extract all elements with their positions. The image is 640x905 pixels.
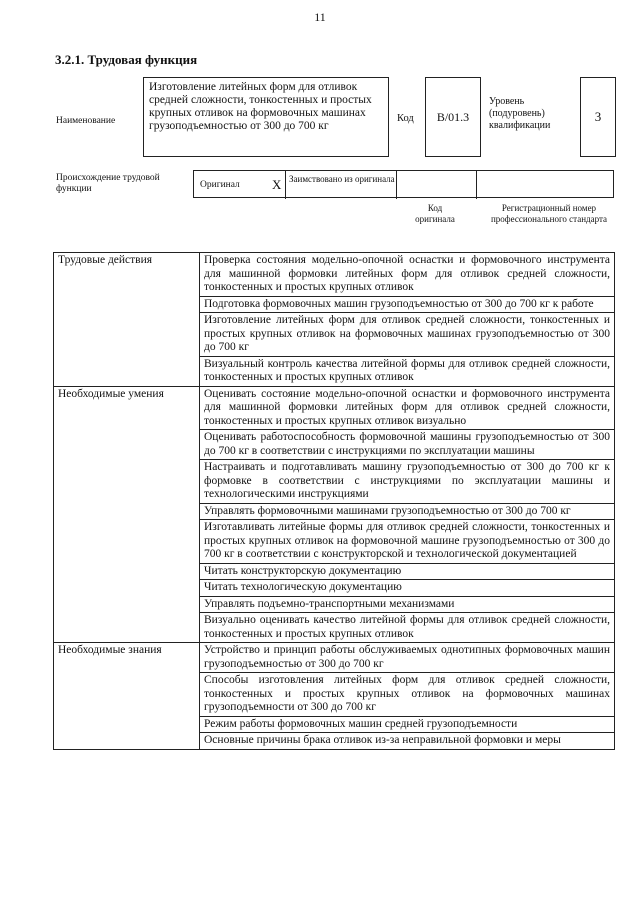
code-value: [425, 77, 481, 157]
item-cell: Визуально оценивать качество литейной формы для отливок средней сложности, тонкостенных и простых крупных отливок: [200, 613, 615, 643]
registration-number-cell: [477, 171, 615, 199]
item-cell: Читать технологическую документацию: [200, 580, 615, 597]
origin-label: Происхождение трудовой функции: [56, 173, 160, 194]
table-row: [54, 386, 615, 430]
category-cell: Трудовые действия: [54, 253, 200, 387]
origin-row: [193, 170, 614, 198]
item-cell: Основные причины брака отливок из-за неправильной формовки и меры: [200, 733, 615, 750]
original-code-cell: [397, 171, 477, 199]
item-cell: Оценивать состояние модельно-опочной оснастки и формовочного инструмента для машинной формовки литейных форм для отливок средней сложности, тонкостенных и простых крупных отливок визуально: [200, 386, 615, 430]
name-label: Наименование: [56, 116, 116, 126]
item-cell: Оценивать работоспособность формовочной машины грузоподъемностью от 300 до 700 кг в соответствии с инструкциями по эксплуатации машины: [200, 430, 615, 460]
original-label: Оригинал: [200, 180, 240, 190]
borrowed-label: Заимствовано из оригинала: [289, 174, 395, 184]
category-cell: Необходимые знания: [54, 643, 200, 750]
item-cell: Читать конструкторскую документацию: [200, 563, 615, 580]
item-cell: Управлять формовочными машинами грузоподъемностью от 300 до 700 кг: [200, 503, 615, 520]
original-mark: X: [272, 177, 282, 192]
qualification-level-text: 3: [594, 109, 602, 124]
page-number: 11: [314, 10, 326, 24]
item-cell: Визуальный контроль качества литейной формы для отливок средней сложности, тонкостенных и простых крупных отливок: [200, 356, 615, 386]
item-cell: Настраивать и подготавливать машину грузоподъемностью от 300 до 700 кг к формовке в соответствии с инструкциями по эксплуатации машины и технологическими инструкциями: [200, 460, 615, 504]
item-cell: Подготовка формовочных машин грузоподъемностью от 300 до 700 кг к работе: [200, 296, 615, 313]
original-cell: [194, 171, 286, 199]
item-cell: Управлять подъемно-транспортными механизмами: [200, 596, 615, 613]
qualification-level-label: Уровень (подуровень) квалификации: [489, 96, 551, 131]
code-value-text: B/01.3: [436, 109, 470, 124]
registration-number-caption: Регистрационный номер профессионального стандарта: [490, 203, 608, 224]
item-cell: Изготавливать литейные формы для отливок средней сложности, тонкостенных и простых крупных отливок на формовочной машине грузоподъемностью от 300 до 700 кг в соответствии с конструкторской и технологической документацией: [200, 520, 615, 564]
original-code-caption: Код оригинала: [415, 203, 455, 224]
item-cell: Способы изготовления литейных форм для отливок средней сложности, тонкостенных и простых крупных отливок на формовочных машинах грузоподъемности от 300 до 700 кг: [200, 673, 615, 717]
code-label: Код: [397, 113, 414, 124]
function-details-body: [54, 253, 615, 750]
section-title: 3.2.1. Трудовая функция: [55, 52, 198, 67]
qualification-level-value: [580, 77, 616, 157]
function-name-value: Изготовление литейных форм для отливок средней сложности, тонкостенных и простых крупных отливок на формовочных машинах грузоподъемностью от 300 до 700 кг: [143, 77, 389, 157]
item-cell: Проверка состояния модельно-опочной оснастки и формовочного инструмента для машинной формовки литейных форм для отливок средней сложности, тонкостенных и простых крупных отливок: [200, 253, 615, 297]
item-cell: Изготовление литейных форм для отливок средней сложности, тонкостенных и простых крупных отливок на формовочных машинах грузоподъемностью от 300 до 700 кг: [200, 313, 615, 357]
item-cell: Устройство и принцип работы обслуживаемых однотипных формовочных машин грузоподъемностью от 300 до 700 кг: [200, 643, 615, 673]
category-cell: Необходимые умения: [54, 386, 200, 643]
function-details-table: [53, 252, 615, 750]
item-cell: Режим работы формовочных машин средней грузоподъемности: [200, 716, 615, 733]
table-row: [54, 253, 615, 297]
table-row: [54, 643, 615, 673]
borrowed-cell: [286, 171, 397, 199]
